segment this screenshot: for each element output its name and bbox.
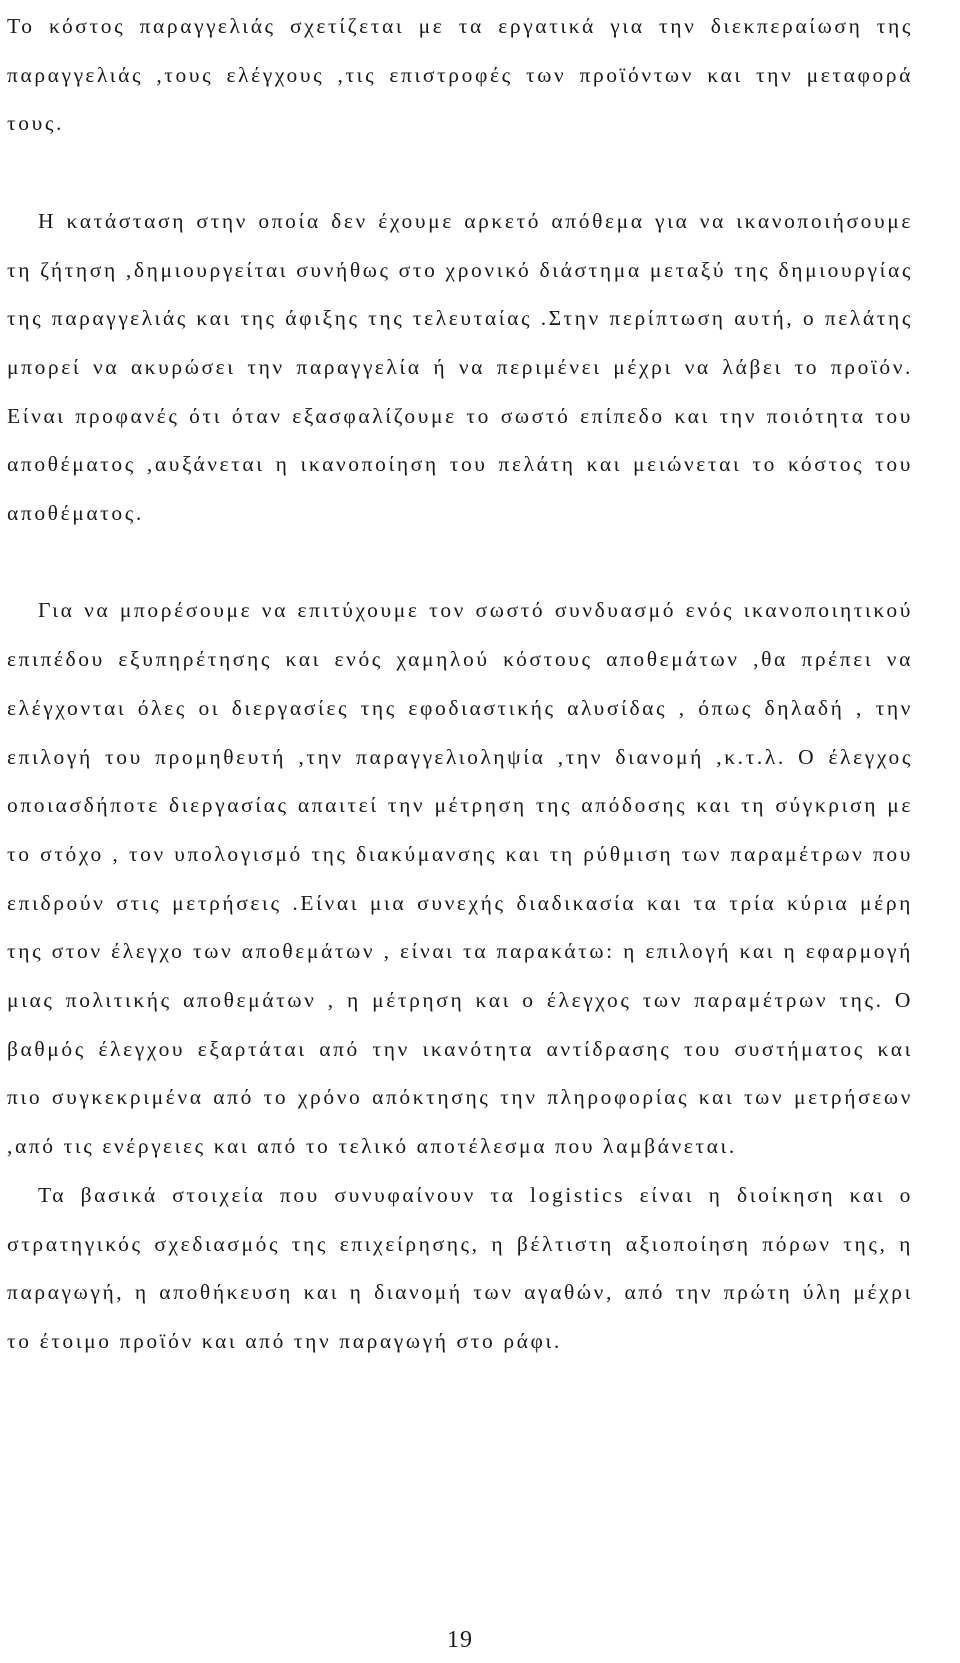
body-text [7,2,913,1366]
paragraph-order-cost: Το κόστος παραγγελιάς σχετίζεται με τα εργατικά για την διεκπεραίωση της παραγγελιάς ,τους ελέγχους ,τις επιστροφές των προϊόντων και την μεταφορά τους. [7,14,913,136]
page-number: 19 [447,1627,473,1653]
paragraph-logistics-elements: Τα βασικά στοιχεία που συνυφαίνουν τα logistics είναι η διοίκηση και ο στρατηγικός σχεδιασμός της επιχείρησης, η βέλτιστη αξιοποίηση πόρων της, η παραγωγή, η αποθήκευση και η διανομή των αγαθών, από την πρώτη ύλη μέχρι το έτοιμο προϊόν και από την παραγωγή στο ράφι. [7,1182,913,1353]
paragraph-inventory-control: Για να μπορέσουμε να επιτύχουμε τον σωστό συνδυασμό ενός ικανοποιητικού επιπέδου εξυπηρέτησης και ενός χαμηλού κόστους αποθεμάτων ,θα πρέπει να ελέγχονται όλες οι διεργασίες της εφοδιαστικής αλυσίδας , όπως δηλαδή , την επιλογή του προμηθευτή ,την παραγγελιοληψία ,την διανομή ,κ.τ.λ. Ο έλεγχος οποιασδήποτε διεργασίας απαιτεί την μέτρηση της απόδοσης και τη σύγκριση με το στόχο , τον υπολογισμό της διακύμανσης και τη ρύθμιση των παραμέτρων που επιδρούν στις μετρήσεις .Είναι μια συνεχής διαδικασία και τα τρία κύρια μέρη της στον έλεγχο των αποθεμάτων , είναι τα παρακάτω: η επιλογή και η εφαρμογή μιας πολιτικής αποθεμάτων , η μέτρηση και ο έλεγχος των παραμέτρων της. Ο βαθμός έλεγχου εξαρτάται από την ικανότητα αντίδρασης του συστήματος και πιο συγκεκριμένα από το χρόνο απόκτησης την πληροφορίας και των μετρήσεων ,από τις ενέργειες και από το τελικό αποτέλεσμα που λαμβάνεται. [7,598,913,1159]
paragraph-stockout: Η κατάσταση στην οποία δεν έχουμε αρκετό απόθεμα για να ικανοποιήσουμε τη ζήτηση ,δημιουργείται συνήθως στο χρονικό διάστημα μεταξύ της δημιουργίας της παραγγελιάς και της άφιξης της τελευταίας .Στην περίπτωση αυτή, ο πελάτης μπορεί να ακυρώσει την παραγγελία ή να περιμένει μέχρι να λάβει το προϊόν. Είναι προφανές ότι όταν εξασφαλίζουμε το σωστό επίπεδο και την ποιότητα του αποθέματος ,αυξάνεται η ικανοποίηση του πελάτη και μειώνεται το κόστος του αποθέματος. [7,208,913,526]
